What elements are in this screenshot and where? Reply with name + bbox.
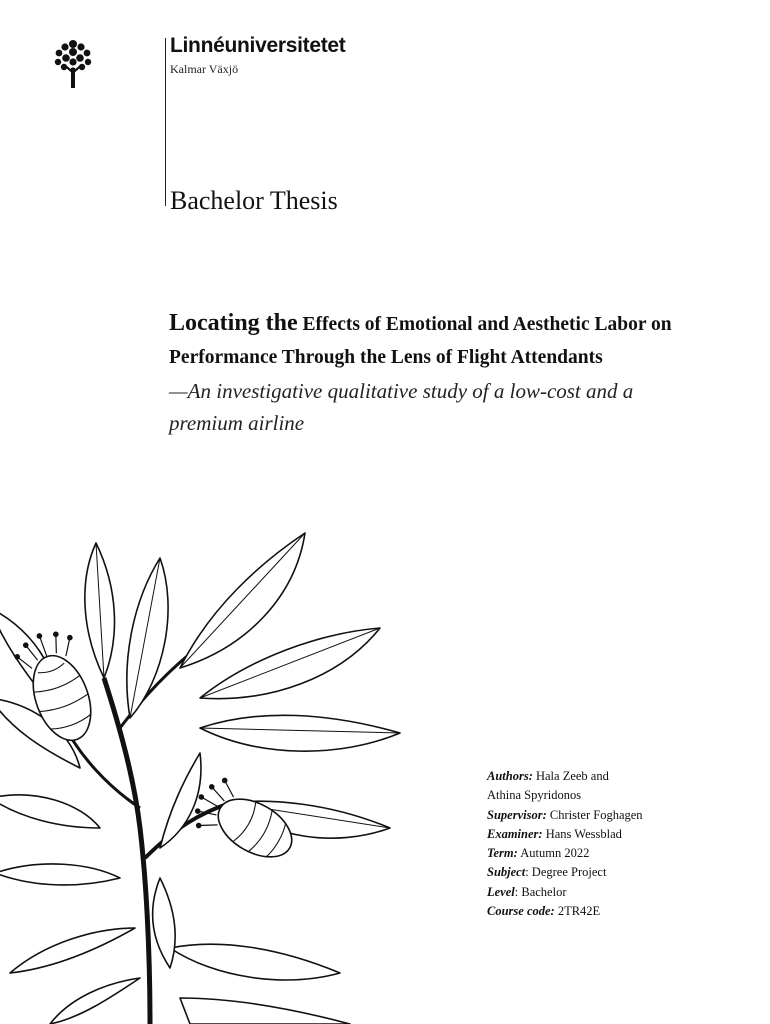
thesis-type: Bachelor Thesis: [170, 186, 338, 215]
term-value: Autumn 2022: [517, 846, 590, 861]
course-code-row: [487, 902, 643, 921]
title-rest: Effects of Emotional and Aesthetic Labor on Performance Through the Lens of Flight Attendants: [169, 314, 672, 368]
authors-row: [487, 767, 643, 786]
thesis-metadata: [487, 767, 643, 921]
title-block: [169, 307, 689, 439]
examiner-value: Hans Wessblad: [542, 826, 622, 841]
university-name: Linnéuniversitetet: [170, 34, 346, 57]
term-row: [487, 844, 643, 863]
authors-continuation: Athina Spyridonos: [487, 788, 582, 803]
thesis-title: [169, 307, 689, 374]
course-code-label: Course code:: [487, 904, 555, 919]
level-value: : Bachelor: [514, 884, 567, 899]
supervisor-value: Christer Foghagen: [546, 807, 643, 822]
title-lead: Locating the: [169, 310, 298, 336]
supervisor-label: Supervisor:: [487, 807, 547, 822]
tree-logo-icon: [52, 38, 94, 88]
brand-divider: [165, 38, 166, 206]
examiner-label: Examiner:: [487, 826, 543, 841]
level-row: [487, 883, 643, 902]
botanical-plant-illustration: [0, 528, 420, 1024]
subject-row: [487, 863, 643, 882]
examiner-row: [487, 825, 643, 844]
subject-label: Subject: [487, 865, 526, 880]
level-label: Level: [487, 884, 515, 899]
supervisor-row: [487, 806, 643, 825]
course-code-value: 2TR42E: [554, 904, 601, 919]
term-label: Term:: [487, 846, 518, 861]
authors-label: Authors:: [487, 769, 533, 783]
subject-value: : Degree Project: [525, 865, 607, 880]
authors-value: Hala Zeeb and: [532, 769, 609, 783]
thesis-subtitle: —An investigative qualitative study of a low-cost and a premium airline: [169, 379, 634, 435]
campus-line: Kalmar Växjö: [170, 62, 239, 76]
